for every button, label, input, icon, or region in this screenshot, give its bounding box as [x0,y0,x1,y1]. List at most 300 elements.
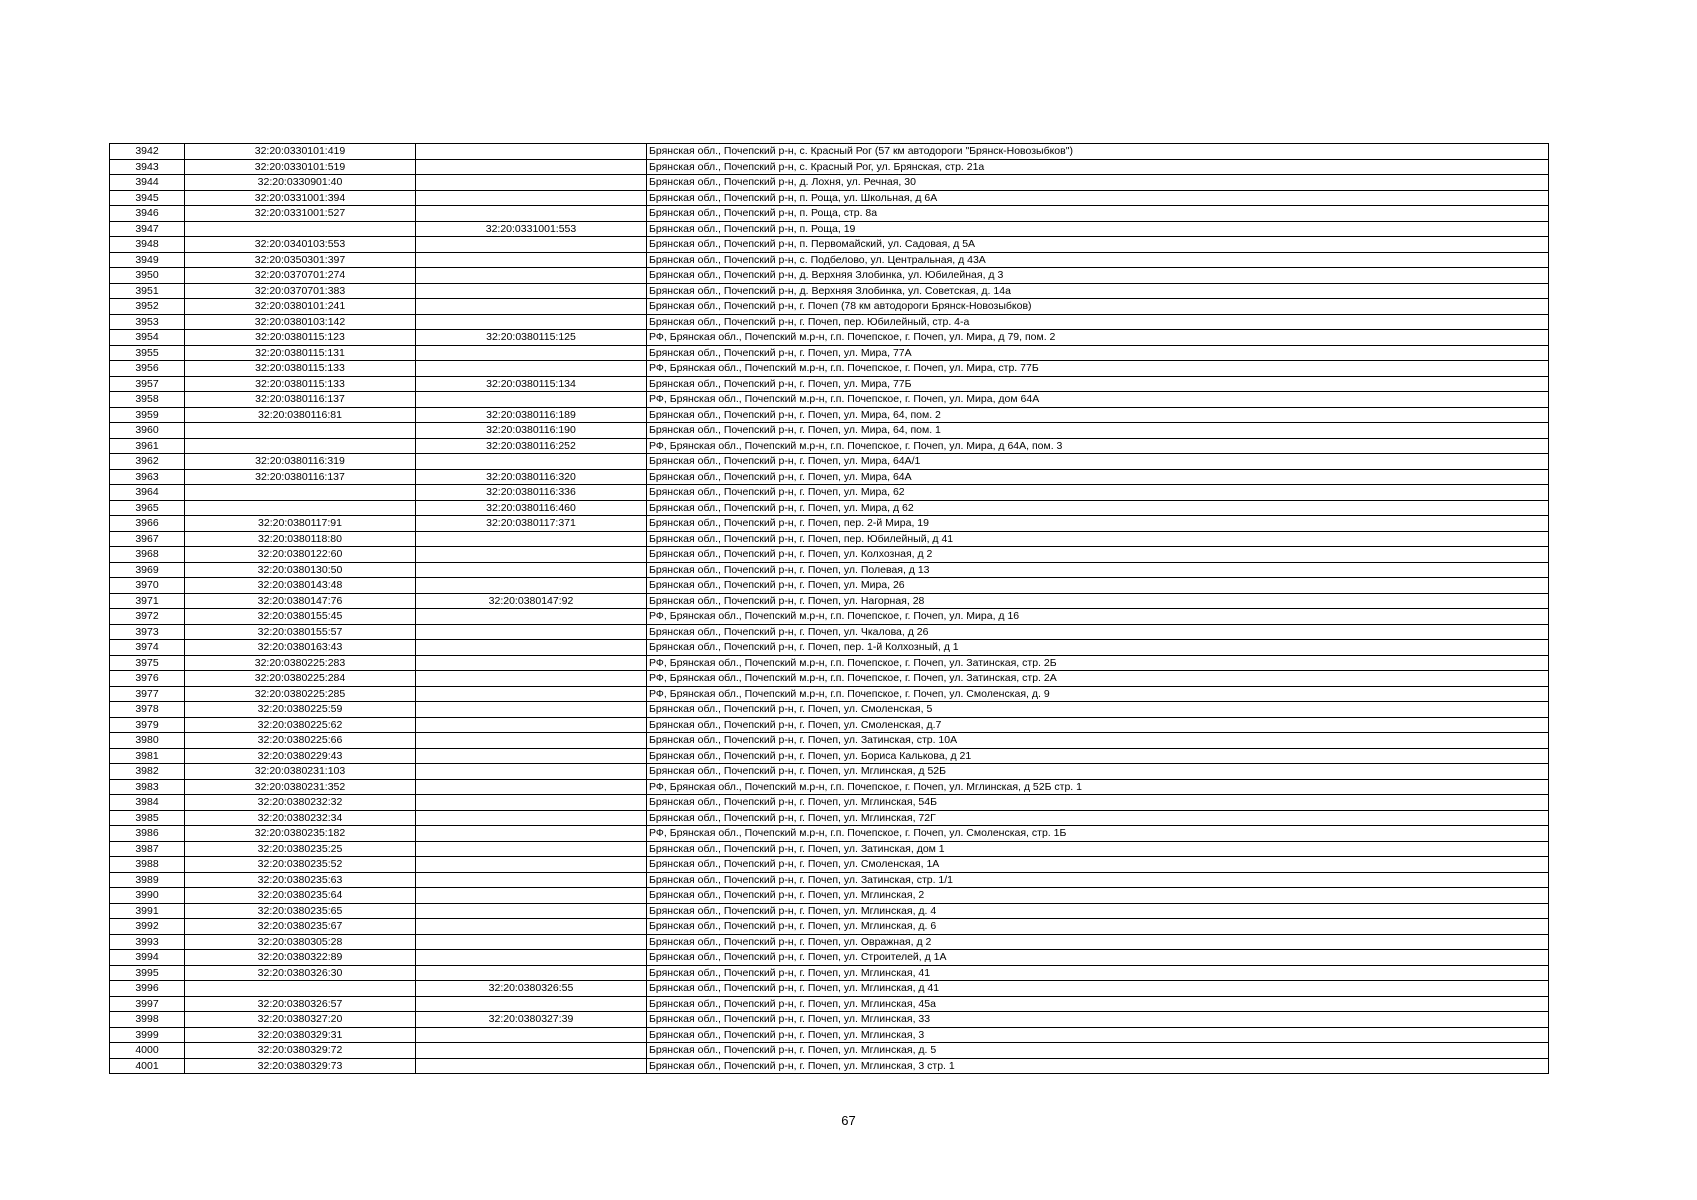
related-cadastral-number-cell [416,299,647,315]
address-cell: Брянская обл., Почепский р-н, г. Почеп, пер. 1-й Колхозный, д 1 [647,640,1549,656]
related-cadastral-number-cell [416,686,647,702]
table-row [110,1027,1549,1043]
table-row [110,810,1549,826]
address-cell: Брянская обл., Почепский р-н, г. Почеп, ул. Полевая, д 13 [647,562,1549,578]
cadastral-number-cell: 32:20:0380235:67 [185,919,416,935]
table-row [110,934,1549,950]
row-number-cell: 3971 [110,593,185,609]
related-cadastral-number-cell [416,934,647,950]
address-cell: Брянская обл., Почепский р-н, г. Почеп, ул. Мира, д 62 [647,500,1549,516]
address-cell: Брянская обл., Почепский р-н, г. Почеп, ул. Мира, 64, пом. 2 [647,407,1549,423]
address-cell: Брянская обл., Почепский р-н, г. Почеп, ул. Затинская, стр. 1/1 [647,872,1549,888]
address-cell: Брянская обл., Почепский р-н, г. Почеп, ул. Мглинская, д. 4 [647,903,1549,919]
related-cadastral-number-cell [416,640,647,656]
cadastral-number-cell: 32:20:0380232:32 [185,795,416,811]
row-number-cell: 3963 [110,469,185,485]
related-cadastral-number-cell [416,702,647,718]
address-cell: РФ, Брянская обл., Почепский м.р-н, г.п. Почепское, г. Почеп, ул. Мира, дом 64А [647,392,1549,408]
address-cell: Брянская обл., Почепский р-н, г. Почеп, ул. Мира, 26 [647,578,1549,594]
table-row [110,500,1549,516]
related-cadastral-number-cell [416,965,647,981]
address-cell: Брянская обл., Почепский р-н, г. Почеп, ул. Мглинская, 2 [647,888,1549,904]
table-row [110,764,1549,780]
cadastral-number-cell: 32:20:0380116:319 [185,454,416,470]
table-row [110,330,1549,346]
row-number-cell: 3951 [110,283,185,299]
row-number-cell: 3977 [110,686,185,702]
table-row [110,593,1549,609]
registry-table [109,143,1549,1074]
cadastral-number-cell: 32:20:0380229:43 [185,748,416,764]
related-cadastral-number-cell [416,578,647,594]
cadastral-number-cell: 32:20:0380118:80 [185,531,416,547]
cadastral-number-cell: 32:20:0331001:527 [185,206,416,222]
related-cadastral-number-cell: 32:20:0380116:460 [416,500,647,516]
table-row [110,547,1549,563]
table-row [110,376,1549,392]
row-number-cell: 3976 [110,671,185,687]
cadastral-number-cell [185,500,416,516]
row-number-cell: 3988 [110,857,185,873]
address-cell: Брянская обл., Почепский р-н, г. Почеп, ул. Мира, 77Б [647,376,1549,392]
cadastral-number-cell [185,981,416,997]
table-row [110,686,1549,702]
table-row [110,903,1549,919]
table-row [110,252,1549,268]
row-number-cell: 3983 [110,779,185,795]
related-cadastral-number-cell [416,888,647,904]
table-row [110,748,1549,764]
related-cadastral-number-cell [416,454,647,470]
address-cell: Брянская обл., Почепский р-н, г. Почеп, ул. Мира, 77А [647,345,1549,361]
row-number-cell: 3974 [110,640,185,656]
table-row [110,826,1549,842]
address-cell: Брянская обл., Почепский р-н, г. Почеп, ул. Смоленская, 5 [647,702,1549,718]
address-cell: Брянская обл., Почепский р-н, г. Почеп, ул. Чкалова, д 26 [647,624,1549,640]
row-number-cell: 3991 [110,903,185,919]
related-cadastral-number-cell [416,283,647,299]
address-cell: Брянская обл., Почепский р-н, г. Почеп, ул. Мглинская, 3 стр. 1 [647,1058,1549,1074]
table-row [110,640,1549,656]
table-row [110,981,1549,997]
cadastral-number-cell [185,221,416,237]
cadastral-number-cell: 32:20:0380101:241 [185,299,416,315]
row-number-cell: 4001 [110,1058,185,1074]
related-cadastral-number-cell [416,345,647,361]
related-cadastral-number-cell [416,237,647,253]
cadastral-number-cell: 32:20:0380225:283 [185,655,416,671]
row-number-cell: 3993 [110,934,185,950]
cadastral-number-cell: 32:20:0380103:142 [185,314,416,330]
row-number-cell: 3961 [110,438,185,454]
table-row [110,779,1549,795]
table-row [110,175,1549,191]
cadastral-number-cell: 32:20:0380329:31 [185,1027,416,1043]
related-cadastral-number-cell [416,1058,647,1074]
related-cadastral-number-cell [416,810,647,826]
row-number-cell: 3996 [110,981,185,997]
cadastral-number-cell: 32:20:0380232:34 [185,810,416,826]
address-cell: РФ, Брянская обл., Почепский м.р-н, г.п. Почепское, г. Почеп, ул. Мглинская, д 52Б стр. 1 [647,779,1549,795]
cadastral-number-cell: 32:20:0380322:89 [185,950,416,966]
related-cadastral-number-cell [416,857,647,873]
related-cadastral-number-cell [416,903,647,919]
related-cadastral-number-cell [416,655,647,671]
cadastral-number-cell [185,423,416,439]
cadastral-number-cell: 32:20:0370701:383 [185,283,416,299]
related-cadastral-number-cell [416,717,647,733]
address-cell: Брянская обл., Почепский р-н, г. Почеп, ул. Мира, 64А [647,469,1549,485]
cadastral-number-cell: 32:20:0380116:137 [185,392,416,408]
related-cadastral-number-cell [416,1027,647,1043]
cadastral-number-cell: 32:20:0380225:285 [185,686,416,702]
cadastral-number-cell: 32:20:0330101:419 [185,144,416,160]
cadastral-number-cell: 32:20:0380163:43 [185,640,416,656]
table-row [110,1043,1549,1059]
row-number-cell: 3975 [110,655,185,671]
cadastral-number-cell: 32:20:0330101:519 [185,159,416,175]
related-cadastral-number-cell: 32:20:0380115:134 [416,376,647,392]
cadastral-number-cell: 32:20:0380115:131 [185,345,416,361]
address-cell: Брянская обл., Почепский р-н, с. Подбелово, ул. Центральная, д 43А [647,252,1549,268]
table-row [110,702,1549,718]
cadastral-number-cell: 32:20:0380235:65 [185,903,416,919]
cadastral-number-cell: 32:20:0380115:133 [185,376,416,392]
row-number-cell: 3994 [110,950,185,966]
row-number-cell: 3965 [110,500,185,516]
row-number-cell: 3945 [110,190,185,206]
address-cell: Брянская обл., Почепский р-н, г. Почеп, ул. Мглинская, 45а [647,996,1549,1012]
row-number-cell: 3981 [110,748,185,764]
cadastral-number-cell: 32:20:0380225:59 [185,702,416,718]
related-cadastral-number-cell [416,748,647,764]
cadastral-number-cell: 32:20:0380231:103 [185,764,416,780]
row-number-cell: 3970 [110,578,185,594]
row-number-cell: 3982 [110,764,185,780]
related-cadastral-number-cell: 32:20:0380327:39 [416,1012,647,1028]
address-cell: Брянская обл., Почепский р-н, г. Почеп, ул. Мира, 64А/1 [647,454,1549,470]
row-number-cell: 3947 [110,221,185,237]
address-cell: Брянская обл., Почепский р-н, п. Роща, стр. 8а [647,206,1549,222]
table-row [110,206,1549,222]
address-cell: Брянская обл., Почепский р-н, г. Почеп, ул. Затинская, стр. 10А [647,733,1549,749]
table-row [110,438,1549,454]
address-cell: РФ, Брянская обл., Почепский м.р-н, г.п. Почепское, г. Почеп, ул. Мира, д 64А, пом. 3 [647,438,1549,454]
related-cadastral-number-cell [416,779,647,795]
row-number-cell: 3957 [110,376,185,392]
table-row [110,841,1549,857]
related-cadastral-number-cell: 32:20:0380116:190 [416,423,647,439]
address-cell: Брянская обл., Почепский р-н, г. Почеп, ул. Бориса Калькова, д 21 [647,748,1549,764]
cadastral-number-cell: 32:20:0370701:274 [185,268,416,284]
address-cell: РФ, Брянская обл., Почепский м.р-н, г.п. Почепское, г. Почеп, ул. Смоленская, стр. 1Б [647,826,1549,842]
row-number-cell: 3990 [110,888,185,904]
row-number-cell: 3967 [110,531,185,547]
cadastral-number-cell: 32:20:0380155:57 [185,624,416,640]
cadastral-number-cell: 32:20:0380235:25 [185,841,416,857]
table-row [110,392,1549,408]
cadastral-number-cell: 32:20:0380143:48 [185,578,416,594]
table-row [110,996,1549,1012]
related-cadastral-number-cell: 32:20:0380115:125 [416,330,647,346]
related-cadastral-number-cell [416,872,647,888]
table-row [110,1012,1549,1028]
address-cell: Брянская обл., Почепский р-н, г. Почеп, пер. Юбилейный, д 41 [647,531,1549,547]
cadastral-number-cell: 32:20:0380327:20 [185,1012,416,1028]
address-cell: РФ, Брянская обл., Почепский м.р-н, г.п. Почепское, г. Почеп, ул. Мира, стр. 77Б [647,361,1549,377]
row-number-cell: 3980 [110,733,185,749]
address-cell: Брянская обл., Почепский р-н, г. Почеп, ул. Мглинская, 54Б [647,795,1549,811]
related-cadastral-number-cell [416,826,647,842]
address-cell: РФ, Брянская обл., Почепский м.р-н, г.п. Почепское, г. Почеп, ул. Смоленская, д. 9 [647,686,1549,702]
address-cell: Брянская обл., Почепский р-н, г. Почеп, ул. Нагорная, 28 [647,593,1549,609]
page-number: 67 [841,1113,856,1128]
cadastral-number-cell: 32:20:0380235:64 [185,888,416,904]
related-cadastral-number-cell [416,764,647,780]
related-cadastral-number-cell [416,392,647,408]
cadastral-number-cell: 32:20:0350301:397 [185,252,416,268]
cadastral-number-cell: 32:20:0380326:30 [185,965,416,981]
related-cadastral-number-cell [416,795,647,811]
cadastral-number-cell: 32:20:0380155:45 [185,609,416,625]
row-number-cell: 3959 [110,407,185,423]
address-cell: Брянская обл., Почепский р-н, п. Роща, 19 [647,221,1549,237]
address-cell: РФ, Брянская обл., Почепский м.р-н, г.п. Почепское, г. Почеп, ул. Мира, д 79, пом. 2 [647,330,1549,346]
table-row [110,919,1549,935]
row-number-cell: 3972 [110,609,185,625]
row-number-cell: 3964 [110,485,185,501]
related-cadastral-number-cell [416,547,647,563]
cadastral-number-cell: 32:20:0380116:81 [185,407,416,423]
table-row [110,144,1549,160]
cadastral-number-cell: 32:20:0331001:394 [185,190,416,206]
row-number-cell: 3997 [110,996,185,1012]
table-row [110,237,1549,253]
related-cadastral-number-cell [416,733,647,749]
row-number-cell: 3998 [110,1012,185,1028]
address-cell: Брянская обл., Почепский р-н, г. Почеп, ул. Мира, 64, пом. 1 [647,423,1549,439]
table-row [110,190,1549,206]
cadastral-number-cell: 32:20:0380326:57 [185,996,416,1012]
address-cell: Брянская обл., Почепский р-н, г. Почеп, пер. Юбилейный, стр. 4-а [647,314,1549,330]
table-row [110,671,1549,687]
related-cadastral-number-cell [416,206,647,222]
row-number-cell: 3952 [110,299,185,315]
row-number-cell: 3942 [110,144,185,160]
related-cadastral-number-cell [416,175,647,191]
address-cell: Брянская обл., Почепский р-н, г. Почеп, ул. Овражная, д 2 [647,934,1549,950]
address-cell: Брянская обл., Почепский р-н, п. Первомайский, ул. Садовая, д 5А [647,237,1549,253]
table-row [110,221,1549,237]
related-cadastral-number-cell [416,252,647,268]
address-cell: Брянская обл., Почепский р-н, г. Почеп, ул. Мглинская, д 52Б [647,764,1549,780]
table-row [110,655,1549,671]
related-cadastral-number-cell: 32:20:0331001:553 [416,221,647,237]
table-row [110,268,1549,284]
cadastral-number-cell [185,438,416,454]
related-cadastral-number-cell [416,996,647,1012]
table-row [110,624,1549,640]
row-number-cell: 3958 [110,392,185,408]
address-cell: РФ, Брянская обл., Почепский м.р-н, г.п. Почепское, г. Почеп, ул. Затинская, стр. 2А [647,671,1549,687]
cadastral-number-cell: 32:20:0380225:66 [185,733,416,749]
table-row [110,562,1549,578]
table-row [110,965,1549,981]
address-cell: Брянская обл., Почепский р-н, г. Почеп, пер. 2-й Мира, 19 [647,516,1549,532]
address-cell: Брянская обл., Почепский р-н, г. Почеп, ул. Мглинская, д 41 [647,981,1549,997]
row-number-cell: 3984 [110,795,185,811]
related-cadastral-number-cell [416,919,647,935]
row-number-cell: 3968 [110,547,185,563]
address-cell: Брянская обл., Почепский р-н, с. Красный Рог, ул. Брянская, стр. 21а [647,159,1549,175]
table-row [110,361,1549,377]
cadastral-number-cell: 32:20:0380329:73 [185,1058,416,1074]
cadastral-number-cell: 32:20:0380225:284 [185,671,416,687]
address-cell: Брянская обл., Почепский р-н, г. Почеп, ул. Мглинская, д. 5 [647,1043,1549,1059]
row-number-cell: 3948 [110,237,185,253]
table-row [110,795,1549,811]
cadastral-number-cell: 32:20:0380116:137 [185,469,416,485]
row-number-cell: 3966 [110,516,185,532]
table-row [110,423,1549,439]
related-cadastral-number-cell: 32:20:0380117:371 [416,516,647,532]
address-cell: Брянская обл., Почепский р-н, г. Почеп, ул. Мглинская, д. 6 [647,919,1549,935]
address-cell: Брянская обл., Почепский р-н, г. Почеп, ул. Затинская, дом 1 [647,841,1549,857]
address-cell: Брянская обл., Почепский р-н, с. Красный Рог (57 км автодороги "Брянск-Новозыбков") [647,144,1549,160]
row-number-cell: 3953 [110,314,185,330]
table-row [110,345,1549,361]
table-row [110,159,1549,175]
related-cadastral-number-cell [416,144,647,160]
row-number-cell: 3989 [110,872,185,888]
cadastral-number-cell: 32:20:0380329:72 [185,1043,416,1059]
cadastral-number-cell: 32:20:0340103:553 [185,237,416,253]
registry-table-body [110,144,1549,1074]
cadastral-number-cell: 32:20:0380305:28 [185,934,416,950]
related-cadastral-number-cell: 32:20:0380116:252 [416,438,647,454]
row-number-cell: 3969 [110,562,185,578]
table-row [110,454,1549,470]
table-row [110,950,1549,966]
address-cell: Брянская обл., Почепский р-н, д. Верхняя Злобинка, ул. Советская, д. 14а [647,283,1549,299]
table-row [110,531,1549,547]
related-cadastral-number-cell [416,314,647,330]
table-row [110,733,1549,749]
related-cadastral-number-cell: 32:20:0380116:336 [416,485,647,501]
cadastral-number-cell: 32:20:0380235:52 [185,857,416,873]
table-row [110,314,1549,330]
row-number-cell: 3999 [110,1027,185,1043]
address-cell: Брянская обл., Почепский р-н, г. Почеп, ул. Колхозная, д 2 [647,547,1549,563]
row-number-cell: 3973 [110,624,185,640]
related-cadastral-number-cell [416,1043,647,1059]
table-row [110,485,1549,501]
cadastral-number-cell: 32:20:0380117:91 [185,516,416,532]
row-number-cell: 3946 [110,206,185,222]
cadastral-number-cell: 32:20:0380235:63 [185,872,416,888]
row-number-cell: 3960 [110,423,185,439]
related-cadastral-number-cell [416,671,647,687]
row-number-cell: 3950 [110,268,185,284]
row-number-cell: 3995 [110,965,185,981]
table-row [110,578,1549,594]
related-cadastral-number-cell [416,624,647,640]
related-cadastral-number-cell [416,159,647,175]
cadastral-number-cell: 32:20:0380147:76 [185,593,416,609]
cadastral-number-cell: 32:20:0330901:40 [185,175,416,191]
address-cell: Брянская обл., Почепский р-н, г. Почеп, ул. Смоленская, 1А [647,857,1549,873]
table-row [110,609,1549,625]
cadastral-number-cell: 32:20:0380122:60 [185,547,416,563]
cadastral-number-cell: 32:20:0380115:123 [185,330,416,346]
related-cadastral-number-cell: 32:20:0380116:320 [416,469,647,485]
table-row [110,888,1549,904]
cadastral-number-cell: 32:20:0380115:133 [185,361,416,377]
related-cadastral-number-cell [416,268,647,284]
related-cadastral-number-cell [416,562,647,578]
table-row [110,469,1549,485]
cadastral-number-cell: 32:20:0380130:50 [185,562,416,578]
address-cell: Брянская обл., Почепский р-н, г. Почеп (78 км автодороги Брянск-Новозыбков) [647,299,1549,315]
row-number-cell: 4000 [110,1043,185,1059]
address-cell: Брянская обл., Почепский р-н, г. Почеп, ул. Мглинская, 41 [647,965,1549,981]
cadastral-number-cell [185,485,416,501]
address-cell: Брянская обл., Почепский р-н, п. Роща, ул. Школьная, д 6А [647,190,1549,206]
related-cadastral-number-cell: 32:20:0380326:55 [416,981,647,997]
row-number-cell: 3944 [110,175,185,191]
row-number-cell: 3962 [110,454,185,470]
row-number-cell: 3955 [110,345,185,361]
address-cell: Брянская обл., Почепский р-н, г. Почеп, ул. Строителей, д 1А [647,950,1549,966]
address-cell: РФ, Брянская обл., Почепский м.р-н, г.п. Почепское, г. Почеп, ул. Мира, д 16 [647,609,1549,625]
row-number-cell: 3978 [110,702,185,718]
address-cell: Брянская обл., Почепский р-н, д. Лохня, ул. Речная, 30 [647,175,1549,191]
address-cell: Брянская обл., Почепский р-н, г. Почеп, ул. Мглинская, 3 [647,1027,1549,1043]
related-cadastral-number-cell [416,609,647,625]
table-row [110,857,1549,873]
row-number-cell: 3979 [110,717,185,733]
table-row [110,516,1549,532]
row-number-cell: 3956 [110,361,185,377]
table-row [110,717,1549,733]
address-cell: Брянская обл., Почепский р-н, г. Почеп, ул. Мглинская, 72Г [647,810,1549,826]
address-cell: Брянская обл., Почепский р-н, г. Почеп, ул. Мира, 62 [647,485,1549,501]
table-row [110,407,1549,423]
address-cell: РФ, Брянская обл., Почепский м.р-н, г.п. Почепское, г. Почеп, ул. Затинская, стр. 2Б [647,655,1549,671]
related-cadastral-number-cell [416,950,647,966]
cadastral-number-cell: 32:20:0380225:62 [185,717,416,733]
related-cadastral-number-cell [416,841,647,857]
cadastral-number-cell: 32:20:0380231:352 [185,779,416,795]
related-cadastral-number-cell [416,190,647,206]
address-cell: Брянская обл., Почепский р-н, д. Верхняя Злобинка, ул. Юбилейная, д 3 [647,268,1549,284]
row-number-cell: 3949 [110,252,185,268]
table-row [110,283,1549,299]
related-cadastral-number-cell [416,361,647,377]
table-row [110,299,1549,315]
related-cadastral-number-cell: 32:20:0380147:92 [416,593,647,609]
table-row [110,872,1549,888]
related-cadastral-number-cell [416,531,647,547]
row-number-cell: 3987 [110,841,185,857]
address-cell: Брянская обл., Почепский р-н, г. Почеп, ул. Смоленская, д.7 [647,717,1549,733]
address-cell: Брянская обл., Почепский р-н, г. Почеп, ул. Мглинская, 33 [647,1012,1549,1028]
related-cadastral-number-cell: 32:20:0380116:189 [416,407,647,423]
row-number-cell: 3985 [110,810,185,826]
row-number-cell: 3992 [110,919,185,935]
row-number-cell: 3986 [110,826,185,842]
table-row [110,1058,1549,1074]
